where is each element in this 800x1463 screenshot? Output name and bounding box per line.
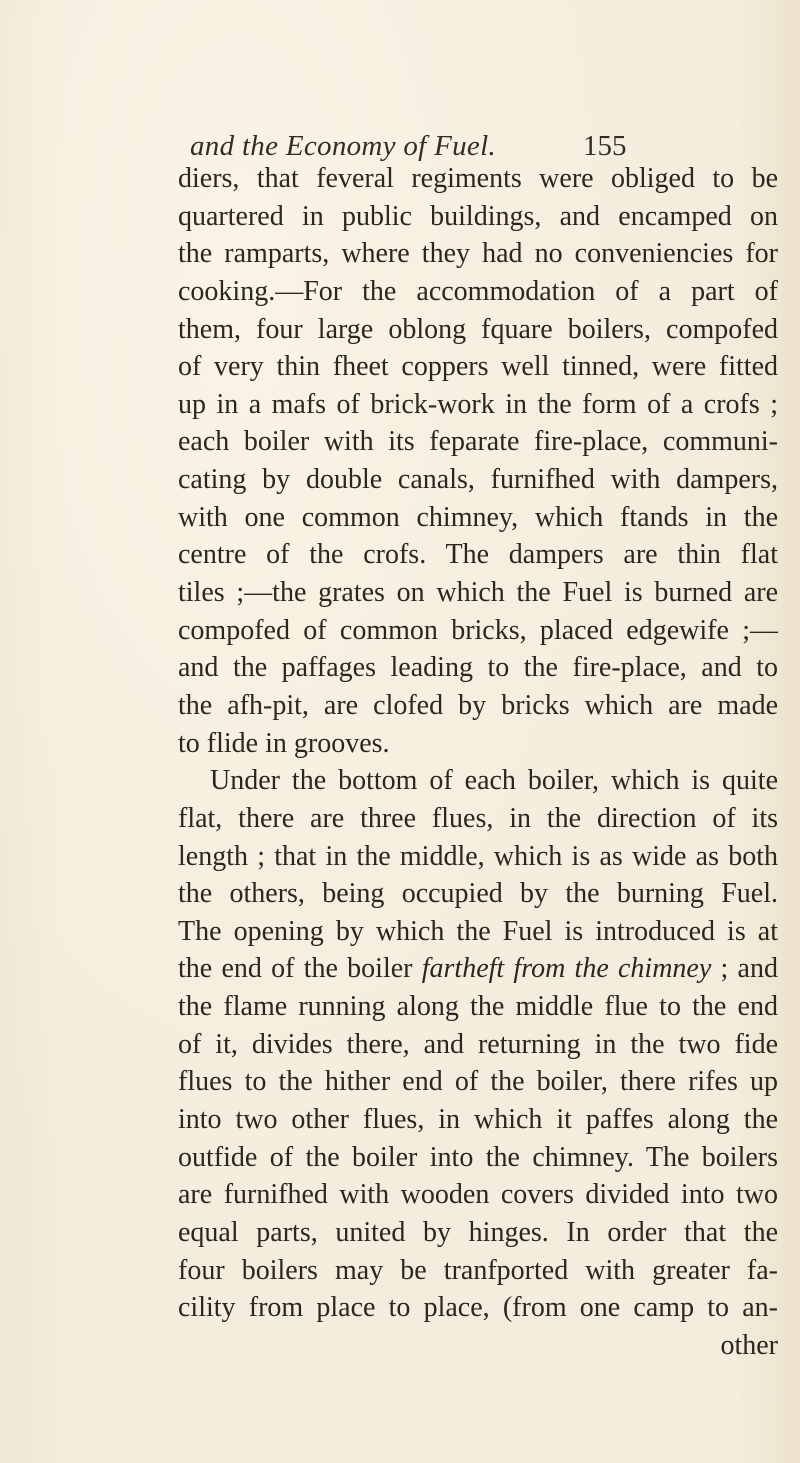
- text-line: into two other flues, in which it paffes along the: [178, 1104, 778, 1136]
- text-line: to flide in grooves.: [178, 727, 390, 759]
- text-line: the afh-pit, are clofed by bricks which are made: [178, 689, 778, 721]
- text-line: quartered in public buildings, and encamped on: [178, 200, 778, 232]
- text-span: the end of the boiler: [178, 953, 422, 985]
- text-line: flues to the hither end of the boiler, there rifes up: [178, 1066, 778, 1098]
- paragraph-start-line: Under the bottom of each boiler, which is quite: [210, 765, 778, 797]
- text-line: cooking.—For the accommodation of a part of: [178, 275, 778, 307]
- text-line: centre of the crofs. The dampers are thin flat: [178, 539, 778, 571]
- text-line: the others, being occupied by the burning Fuel.: [178, 878, 778, 910]
- text-line: with one common chimney, which ftands in the: [178, 501, 778, 533]
- text-line: them, four large oblong fquare boilers, compofed: [178, 313, 778, 345]
- text-line: are furnifhed with wooden covers divided into two: [178, 1179, 778, 1211]
- text-span: ; and: [711, 953, 778, 985]
- text-line: four boilers may be tranfported with greater fa-: [178, 1254, 778, 1286]
- text-line: the flame running along the middle flue to the end: [178, 991, 778, 1023]
- text-line: outfide of the boiler into the chimney. The boilers: [178, 1141, 778, 1173]
- catchword: other: [720, 1329, 778, 1361]
- text-line: equal parts, united by hinges. In order that the: [178, 1216, 778, 1248]
- text-line: up in a mafs of brick-work in the form of a crofs ;: [178, 388, 778, 420]
- text-line: cility from place to place, (from one camp to an-: [178, 1292, 778, 1324]
- page-number: 155: [583, 130, 627, 162]
- running-head: and the Economy of Fuel.: [190, 130, 496, 162]
- text-line: each boiler with its feparate fire-place, communi-: [178, 426, 778, 458]
- text-line: flat, there are three flues, in the direction of its: [178, 802, 778, 834]
- text-line: cating by double canals, furnifhed with dampers,: [178, 464, 778, 496]
- text-line: length ; that in the middle, which is as wide as both: [178, 840, 778, 872]
- italic-phrase: fartheft from the chimney: [421, 953, 712, 985]
- text-line-with-italic: [178, 950, 778, 988]
- text-line: diers, that feveral regiments were obliged to be: [178, 163, 778, 194]
- body-text: [178, 160, 778, 1365]
- text-line: compofed of common bricks, placed edgewife ;—: [178, 614, 778, 646]
- text-line: of very thin fheet coppers well tinned, were fitted: [178, 351, 778, 383]
- text-line: The opening by which the Fuel is introduced is at: [178, 915, 778, 947]
- text-line: of it, divides there, and returning in the two fide: [178, 1028, 778, 1060]
- text-line: and the paffages leading to the fire-place, and to: [178, 652, 778, 684]
- text-line: the ramparts, where they had no conveniencies for: [178, 238, 778, 270]
- text-line: tiles ;—the grates on which the Fuel is burned are: [178, 577, 778, 609]
